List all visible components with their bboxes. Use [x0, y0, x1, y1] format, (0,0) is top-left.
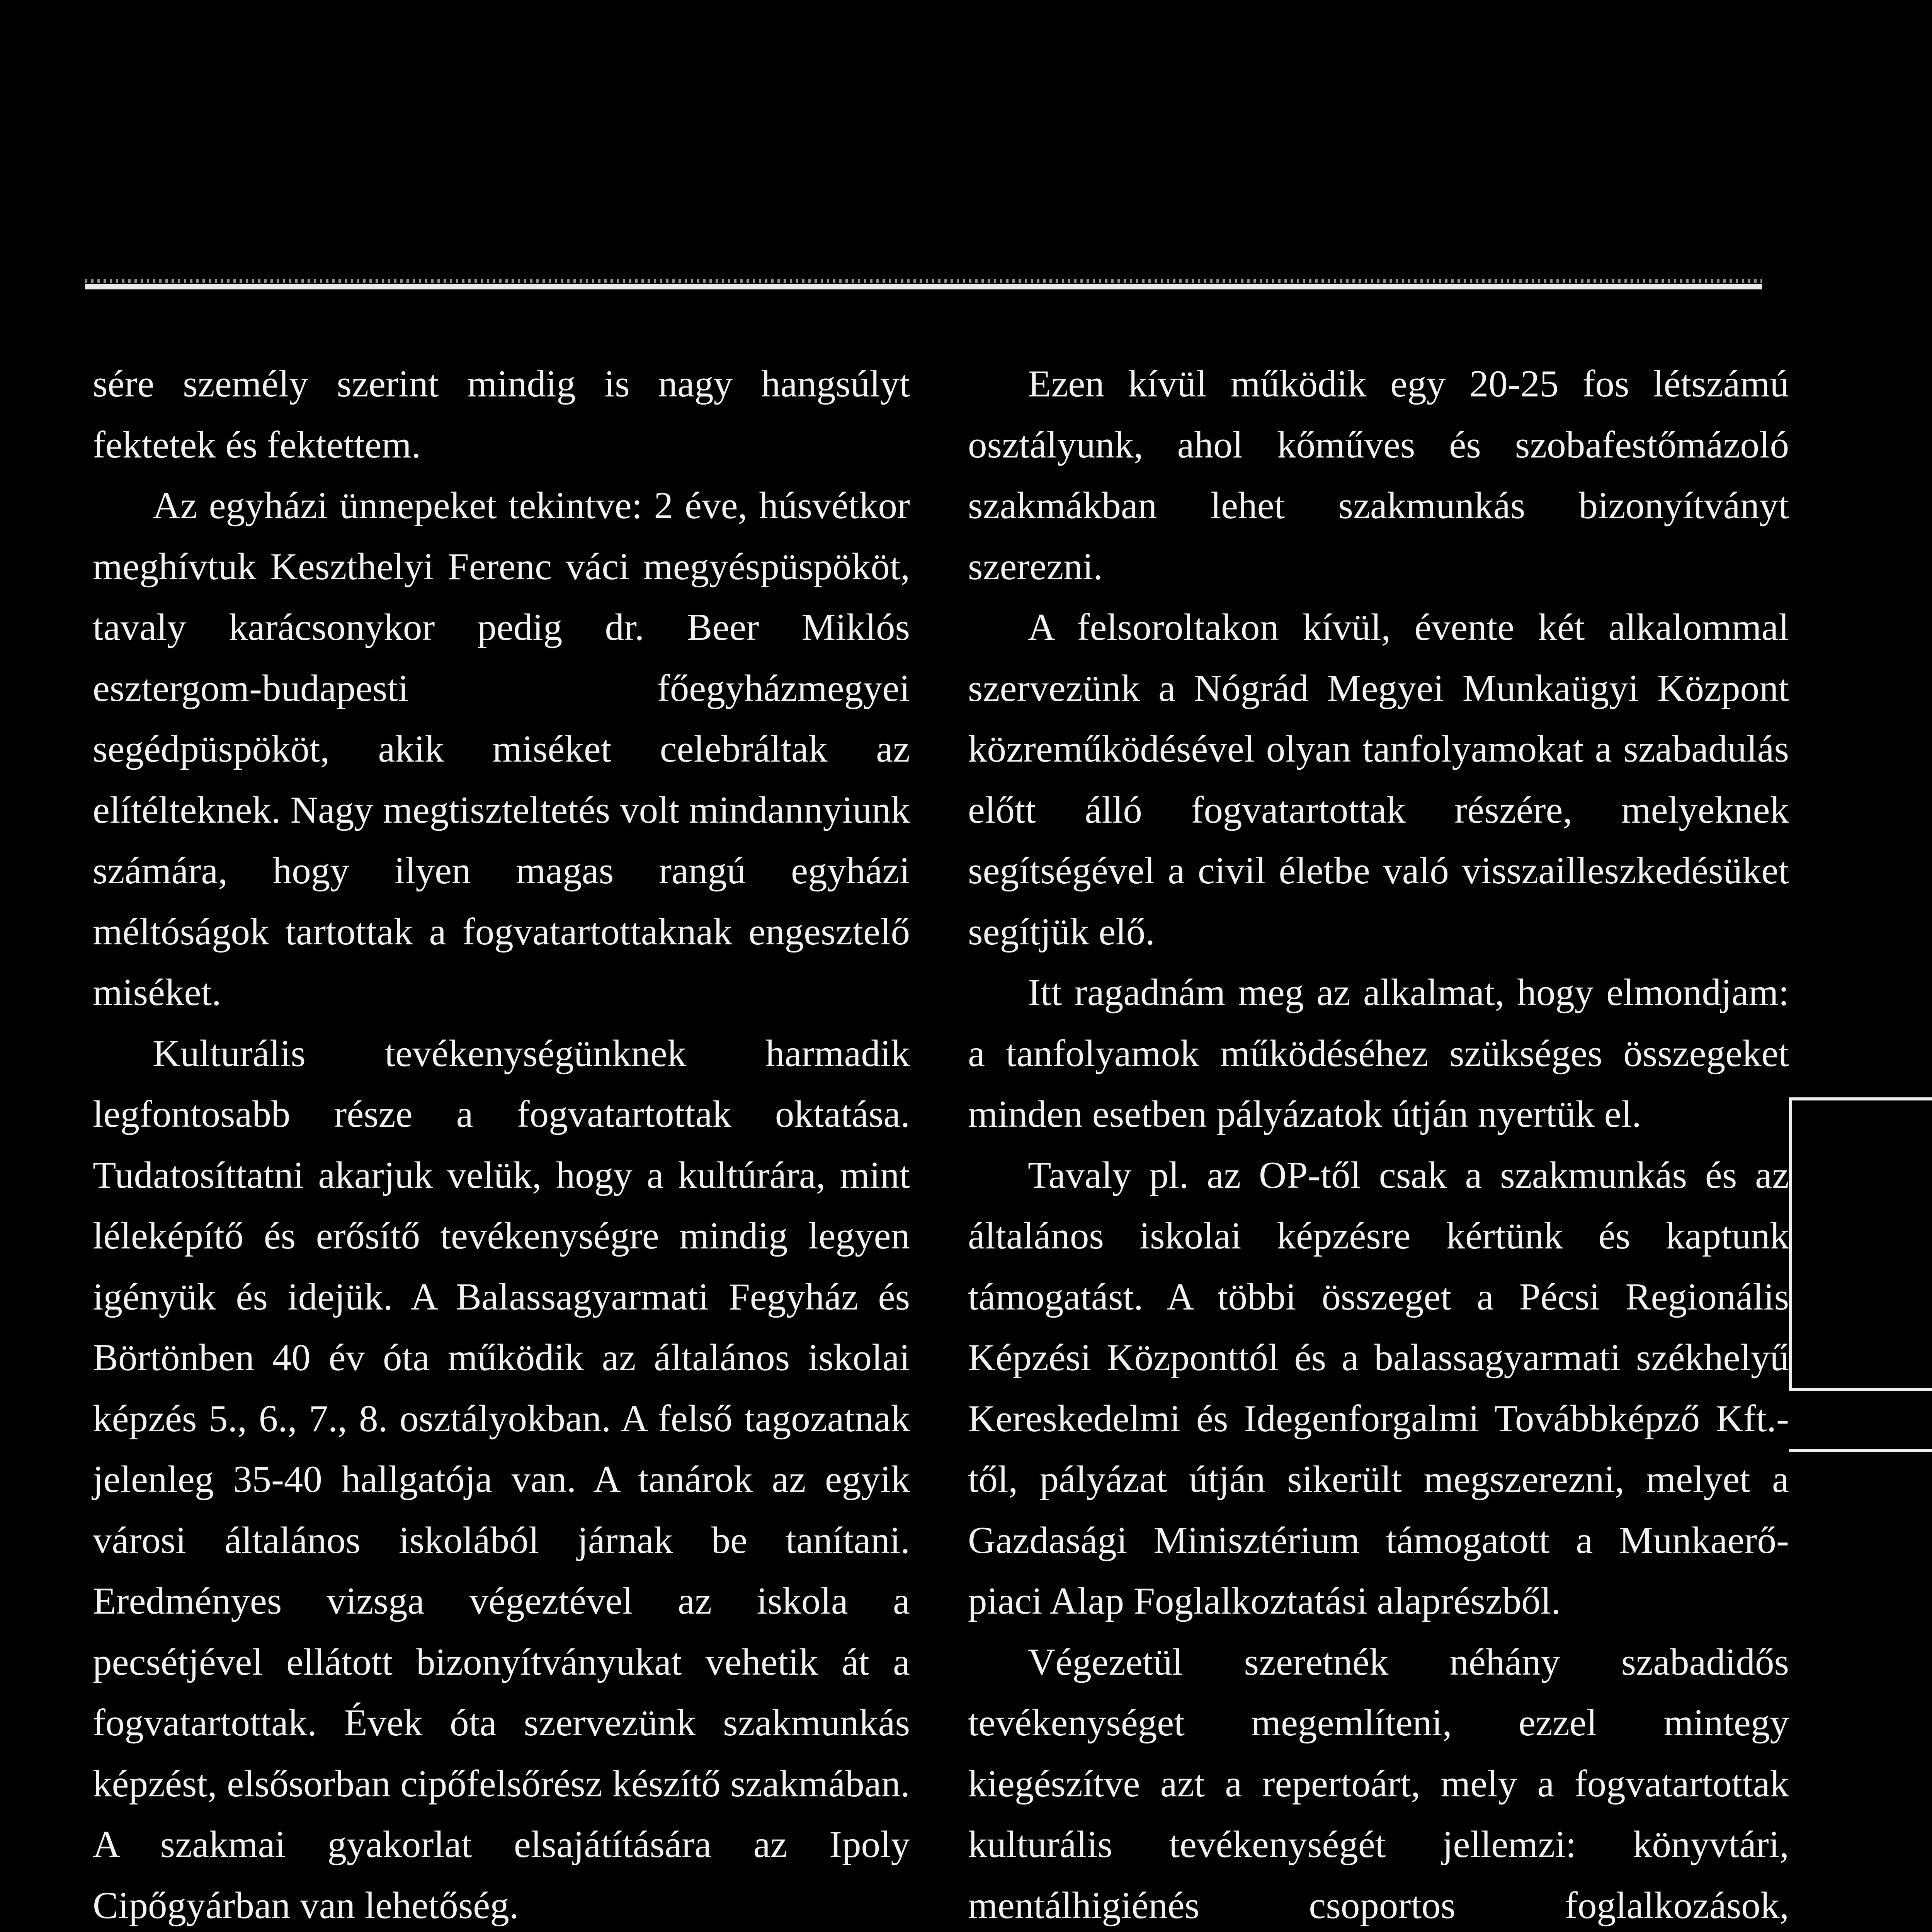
right-paragraph-5: Végezetül szeretnék néhány szabadidős tevékenységet megemlíteni, ezzel mintegy kiegészítve azt a repertoárt, mely a fogvatartottak kulturális tevékenységét jellemzi: könyvtári, mentálhigiénés csoportos foglalkozások,: [968, 1641, 1789, 1927]
left-paragraph-3: Kulturális tevékenységünknek harmadik legfontosabb része a fogvatartottak oktatása. Tudatosíttatni akarjuk velük, hogy a kultúrára, mint léleképítő és erősítő tevékenységre mindig legyen igényük és idejük. A Balassagyarmati Fegyház és Börtönben 40 év óta működik az általános iskolai képzés 5., 6., 7., 8. osztályokban. A felső tagozatnak jelenleg 35-40 hallgatója van. A tanárok az egyik városi általános iskolából járnak be tanítani. Eredményes vizsga végeztével az iskola a pecsétjével ellátott bizonyítványukat vehetik át a fogvatartottak. Évek óta szervezünk szakmunkás képzést, elsősorban cipőfelsőrész készítő szakmában. A szakmai gyakorlat elsajátítására az Ipoly Cipőgyárban van lehetőség.: [93, 1032, 910, 1927]
right-column: [968, 354, 1789, 1932]
margin-box: [1789, 1097, 1932, 1391]
left-paragraph-2: Az egyházi ünnepeket tekintve: 2 éve, húsvétkor meghívtuk Keszthelyi Ferenc váci megyéspüspököt, tavaly karácsonykor pedig dr. Beer Miklós esztergom-budapesti főegyházmegyei segédpüspököt, akik miséket celebráltak az elítélteknek. Nagy megtiszteltetés volt mindannyiunk számára, hogy ilyen magas rangú egyházi méltóságok tartottak a fogvatartottaknak engesztelő miséket.: [93, 485, 910, 1014]
left-paragraph-1: sére személy szerint mindig is nagy hangsúlyt fektetek és fektettem.: [93, 363, 910, 466]
right-paragraph-1: Ezen kívül működik egy 20-25 fos létszámú osztályunk, ahol kőműves és szobafestőmázoló szakmákban lehet szakmunkás bizonyítványt szerezni.: [968, 363, 1789, 588]
header-dotted-rule: [85, 279, 1762, 283]
left-column: [93, 354, 910, 1932]
right-paragraph-4: Tavaly pl. az OP-től csak a szakmunkás és az általános iskolai képzésre kértünk és kaptunk támogatást. A többi összeget a Pécsi Regionális Képzési Központtól és a balassagyarmati székhelyű Kereskedelmi és Idegenforgalmi Továbbképző Kft.-től, pályázat útján sikerült megszerezni, melyet a Gazdasági Minisztérium támogatott a Munkaerő-piaci Alap Foglalkoztatási alaprészből.: [968, 1154, 1789, 1622]
header-rule: [85, 284, 1762, 289]
right-paragraph-2: A felsoroltakon kívül, évente két alkalommal szervezünk a Nógrád Megyei Munkaügyi Központ közreműködésével olyan tanfolyamokat a szabadulás előtt álló fogvatartottak részére, melyeknek segítségével a civil életbe való visszailleszkedésüket segítjük elő.: [968, 606, 1789, 953]
right-paragraph-3: Itt ragadnám meg az alkalmat, hogy elmondjam: a tanfolyamok működéséhez szükséges összegeket minden esetben pályázatok útján nyertük el.: [968, 971, 1789, 1135]
margin-rule: [1789, 1449, 1932, 1452]
